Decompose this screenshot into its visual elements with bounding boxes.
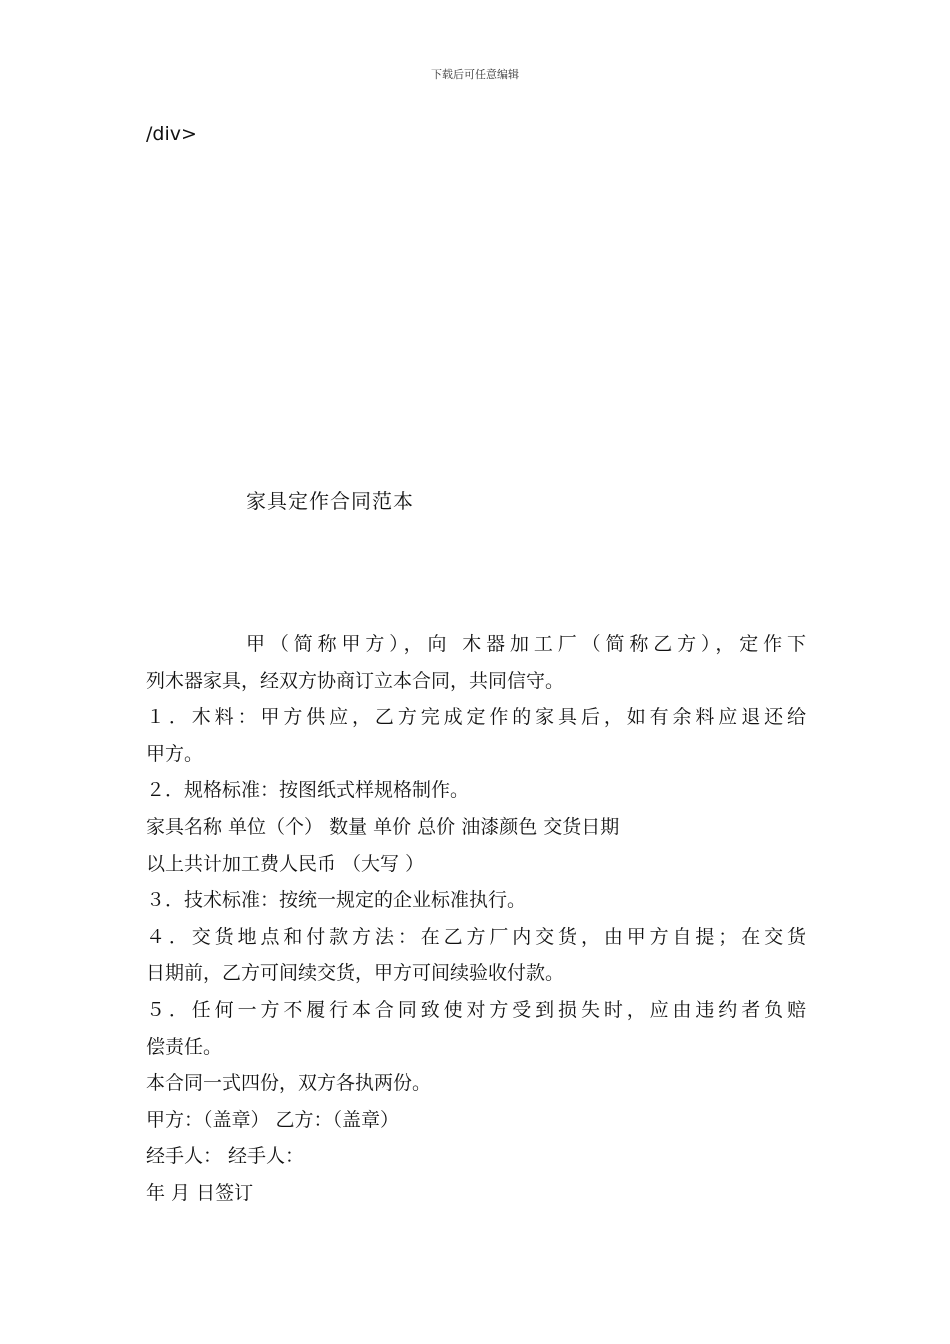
document-body — [146, 626, 806, 1212]
clause-5-line: ５．任何一方不履行本合同致使对方受到损失时，应由违约者负赔 — [146, 998, 806, 1021]
paragraph-line: 甲（简称甲方），向 木器加工厂（简称乙方），定作下 — [246, 633, 806, 655]
copies-line: 本合同一式四份，双方各执两份。 — [146, 1072, 432, 1095]
clause-4-line: ４．交货地点和付款方法：在乙方厂内交货，由甲方自提；在交货 — [146, 925, 806, 948]
table-header-line: 家具名称 单位（个） 数量 单价 总价 油漆颜色 交货日期 — [146, 815, 620, 838]
clause-4-line: 日期前，乙方可间续交货，甲方可间续验收付款。 — [146, 962, 565, 985]
clause-3-line: ３．技术标准：按统一规定的企业标准执行。 — [146, 889, 527, 912]
signing-date-line: 年 月 日签订 — [146, 1181, 254, 1204]
paragraph-line: 列木器家具，经双方协商订立本合同，共同信守。 — [146, 669, 565, 692]
clause-2-line: ２．规格标准：按图纸式样规格制作。 — [146, 779, 470, 802]
clause-5-line: 偿责任。 — [146, 1035, 223, 1058]
clause-1-line: 甲方。 — [146, 742, 204, 765]
document-title: 家具定作合同范本 — [246, 489, 414, 513]
clause-1-line: １．木料：甲方供应，乙方完成定作的家具后，如有余料应退还给 — [146, 706, 806, 729]
stray-markup-text: /div> — [146, 123, 197, 145]
handler-line: 经手人： 经手人： — [146, 1145, 305, 1168]
page-header-note: 下载后可任意编辑 — [431, 68, 519, 81]
seal-line: 甲方：（盖章） 乙方：（盖章） — [146, 1108, 400, 1131]
total-fee-line: 以上共计加工费人民币 （大写 ） — [146, 852, 425, 875]
